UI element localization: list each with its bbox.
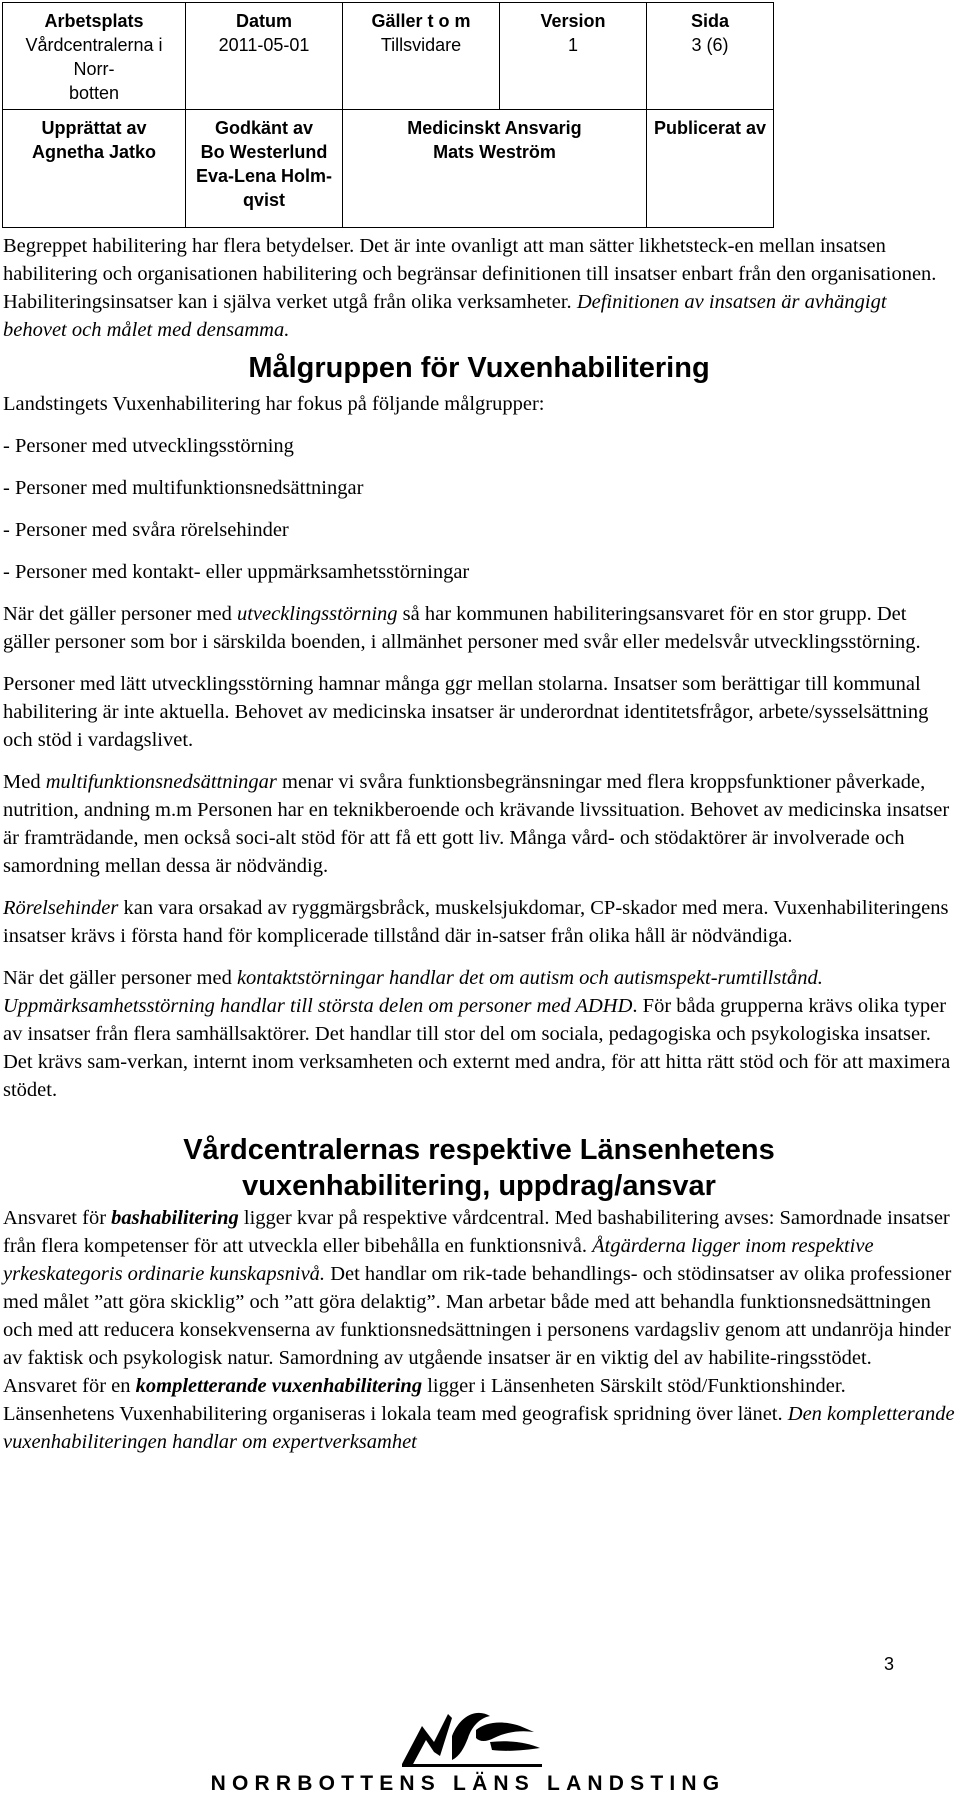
intro-paragraph [3,232,955,344]
paragraph-utvecklingsstorning [3,600,955,656]
header-value: Eva-Lena Holm- [195,166,333,186]
header-value: 2011-05-01 [218,35,310,55]
section-lead: Landstingets Vuxenhabilitering har fokus på följande målgrupper: [3,393,545,415]
header-row [3,110,774,228]
heading-line: Vårdcentralernas respektive Länsenhetens [183,1134,775,1166]
text: Det handlar om rik-tade behandlings- och stödinsatser av olika professioner med målet ”att göra skicklig” och ”att göra delaktig”. Man arbetar både med att behandla funktionsnedsättningen och med att reducera konsekvenserna av funktionsnedsättningen i personens vardagsliv genom att undanröja hinder av faktisk och psykologisk natur. Samordning av utgående insatser är en viktig del av habilite-ringsstödet. [3,1263,952,1369]
header-label: Publicerat av [653,118,767,138]
header-row [3,3,774,110]
header-cell-publicerat [647,110,774,228]
heading-line: vuxenhabilitering, uppdrag/ansvar [242,1170,716,1202]
header-value: Agnetha Jatko [31,142,157,162]
italic-text: kontaktstörningar handlar det om autism och autismspekt-rumtillstånd. Uppmärksamhetsstörning handlar till största delen om personer med ADHD [3,967,823,1017]
header-cell-medicinskt-ansvarig [343,110,647,228]
header-label: Datum [235,11,292,31]
logo-text: NORRBOTTENS LÄNS LANDSTING [210,1772,726,1795]
footer-logo [190,1696,746,1796]
header-cell-sida [647,3,774,110]
section-heading-vardcentralernas [3,1132,955,1204]
intro-italic: Definitionen av insatsen är avhängigt behovet och målet med densamma. [3,291,887,341]
header-value: Tillsvidare [380,35,462,55]
header-value: Vårdcentralerna i Norr- [25,35,163,79]
header-value: qvist [242,190,285,210]
italic-text: Den kompletterande vuxenhabiliteringen handlar om expertverksamhet [3,1403,955,1453]
header-cell-upprattat [3,110,186,228]
text: . För båda grupperna krävs olika typer av insatser från flera samhällsaktörer. Det handlar till stor del om sociala, pedagogiska och psykologiska insatser. Det krävs sam-verkan, internt inom verksamheten och externt med andra, för att hitta rätt stöd och för att maximera stödet. [3,995,951,1101]
italic-text: Åtgärderna ligger inom respektive yrkeskategoris ordinarie kunskapsnivå. [3,1235,874,1285]
header-value: Bo Westerlund [200,142,328,162]
header-cell-datum [186,3,343,110]
text: Med [3,771,46,793]
header-cell-arbetsplats [3,3,186,110]
page-number: 3 [884,1654,895,1674]
paragraph-multifunktion [3,768,955,880]
italic-text: Rörelsehinder [3,897,119,919]
text: Ansvaret för en [3,1375,136,1397]
header-value: Mats Weström [433,142,556,162]
intro-text: Begreppet habilitering har flera betydelser. Det är inte ovanligt att man sätter likhetsteck-en mellan insatsen habilitering och organisationen habilitering och begränsar definitionen till insatser enbart från den organisationen. Habiliteringsinsatser kan i själva verket utgå från olika verksamheter. [3,235,937,313]
header-value: botten [68,83,120,103]
text: ligger kvar på respektive vårdcentral. Med bashabilitering avses: Samordnade insatser från flera kompetenser för att utveckla eller bibehålla en funktionsnivå. [3,1207,950,1257]
header-label: Sida [690,11,729,31]
bold-italic-text: kompletterande vuxenhabilitering [135,1375,423,1397]
text: När det gäller personer med [3,603,237,625]
header-cell-version [500,3,647,110]
text: ligger i Länsenheten Särskilt stöd/Funktionshinder. Länsenhetens Vuxenhabilitering organiseras i lokala team med geografisk spridning över länet. [3,1375,846,1425]
document-header-table [2,2,774,228]
paragraph-kompletterande [3,1372,955,1456]
paragraph-bashabilitering [3,1204,955,1372]
header-cell-godkant [186,110,343,228]
text: kan vara orsakad av ryggmärgsbråck, muskelsjukdomar, CP-skador med mera. Vuxenhabiliteringens insatser krävs i första hand för komplicerade tillstånd där in-satser från olika håll är nödvändiga. [3,897,949,947]
paragraph-kontaktstorning [3,964,955,1104]
header-value: 1 [567,35,578,55]
italic-text: utvecklingsstörning [236,603,398,625]
header-label: Gäller t o m [371,11,471,31]
list-item: - Personer med svåra rörelsehinder [3,519,289,541]
italic-text: multifunktionsnedsättningar [45,771,277,793]
list-item: - Personer med multifunktionsnedsättningar [3,477,364,499]
document-body [3,232,955,1456]
text: menar vi svåra funktionsbegränsningar med flera kroppsfunktioner påverkade, nutrition, andning m.m Personen har en teknikberoende och krävande livssituation. Behovet av medicinska insatser är framträdande, men också soci-alt stöd för att få ett gott liv. Många vård- och stödaktörer är involverade och samordning mellan dessa är nödvändig. [3,771,950,877]
header-value: 3 (6) [691,35,729,55]
text: så har kommunen habiliteringsansvaret för en stor grupp. Det gäller personer som bor i särskilda boenden, i allmänhet personer med svår eller medelsvår utvecklingsstörning. [3,603,921,653]
section-heading-malgruppen: Målgruppen för Vuxenhabilitering [248,352,710,384]
list-item: - Personer med utvecklingsstörning [3,435,294,457]
header-label: Upprättat av [41,118,147,138]
norrbotten-bird-logo-icon [190,1696,746,1772]
bold-italic-text: bashabilitering [111,1207,239,1229]
text: Ansvaret för [3,1207,112,1229]
header-label: Medicinskt Ansvarig [407,118,582,138]
header-label: Arbetsplats [44,11,144,31]
list-item: - Personer med kontakt- eller uppmärksamhetsstörningar [3,561,470,583]
header-label: Godkänt av [214,118,314,138]
paragraph-latt-utvecklingsstorning: Personer med lätt utvecklingsstörning hamnar många ggr mellan stolarna. Insatser som berättigar till kommunal habilitering är inte aktuella. Behovet av medicinska insatser är underordnat identitetsfrågor, arbete/sysselsättning och stöd i vardagslivet. [3,673,929,751]
header-label: Version [540,11,606,31]
text: När det gäller personer med [3,967,237,989]
header-cell-galler [343,3,500,110]
paragraph-rorelsehinder [3,894,955,950]
